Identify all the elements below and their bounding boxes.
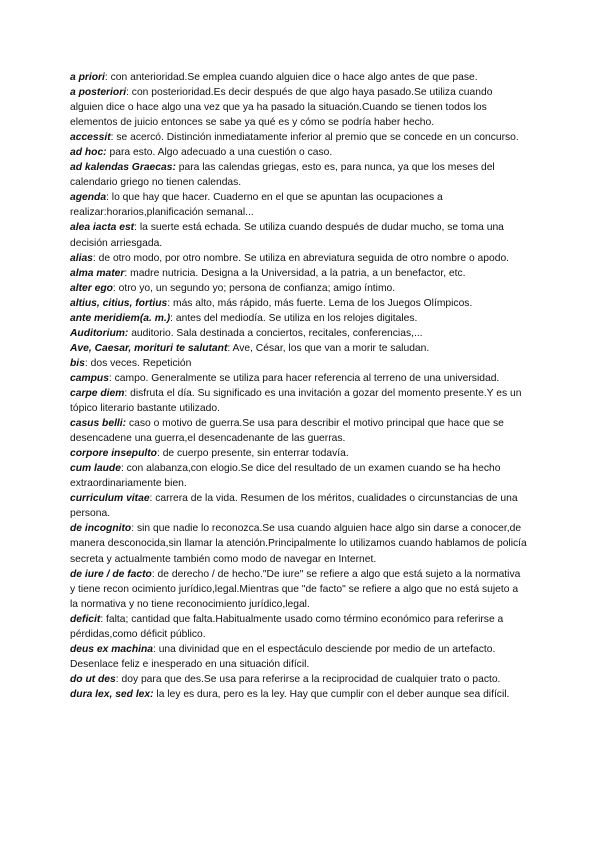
- entry-term: Auditorium:: [70, 327, 129, 339]
- entry-term: alter ego: [70, 282, 113, 294]
- glossary-entry: [70, 190, 528, 220]
- glossary-entry: [70, 371, 528, 386]
- entry-term: campus: [70, 372, 109, 384]
- entry-definition: : otro yo, un segundo yo; persona de confianza; amigo íntimo.: [112, 282, 396, 294]
- entry-definition: : lo que hay que hacer. Cuaderno en el que se apuntan las ocupaciones a realizar:horarios,planificación semanal...: [70, 192, 443, 219]
- entry-term: alias: [70, 252, 93, 264]
- glossary-entry: [70, 70, 528, 85]
- entry-term: dura lex, sed lex:: [70, 688, 154, 700]
- entry-term: ad kalendas Graecas:: [70, 162, 176, 174]
- entry-definition: la ley es dura, pero es la ley. Hay que cumplir con el deber aunque sea difícil.: [153, 688, 510, 700]
- entry-definition: : doy para que des.Se usa para referirse a la reciprocidad de cualquier trato o pacto.: [115, 673, 501, 685]
- entry-definition: : la suerte está echada. Se utiliza cuando después de dudar mucho, se toma una decisión arriesgada.: [70, 222, 504, 249]
- glossary-entry: [70, 85, 528, 130]
- entry-term: bis: [70, 357, 85, 369]
- entry-term: do ut des: [70, 673, 116, 685]
- glossary-entry: [70, 251, 528, 266]
- entry-term: alea iacta est: [70, 222, 135, 234]
- entry-definition: : antes del mediodía. Se utiliza en los relojes digitales.: [170, 312, 418, 324]
- glossary-entry: [70, 160, 528, 190]
- entry-definition: : con posterioridad.Es decir después de que algo haya pasado.Se utiliza cuando alguien dice o hace algo una vez que ya ha pasado la situación.Cuando se tienen todos los elementos de juicio entonces se sabe ya qué es y cómo se podría haber hecho.: [70, 87, 493, 129]
- entry-term: accessit: [70, 132, 111, 144]
- entry-definition: : de cuerpo presente, sin enterrar todavía.: [156, 448, 349, 460]
- glossary-entry: [70, 416, 528, 446]
- entry-term: carpe diem: [70, 387, 125, 399]
- entry-definition: : Ave, César, los que van a morir te saludan.: [227, 342, 430, 354]
- glossary-entry: [70, 567, 528, 612]
- glossary-entry: [70, 521, 528, 566]
- glossary-entry: [70, 145, 528, 160]
- glossary-entry: [70, 386, 528, 416]
- glossary-entry: [70, 687, 528, 702]
- entry-term: agenda: [70, 192, 107, 204]
- entry-term: de iure / de facto: [70, 568, 152, 580]
- entry-definition: para esto. Algo adecuado a una cuestión o caso.: [106, 147, 333, 159]
- glossary-entry: [70, 672, 528, 687]
- entry-definition: : de otro modo, por otro nombre. Se utiliza en abreviatura seguida de otro nombre o apodo.: [92, 252, 510, 264]
- entry-definition: auditorio. Sala destinada a conciertos, recitales, conferencias,...: [128, 327, 423, 339]
- entry-definition: caso o motivo de guerra.Se usa para describir el motivo principal que hace que se desencadene una guerra,el desencadenante de las guerras.: [70, 418, 504, 445]
- glossary-entry: [70, 266, 528, 281]
- entry-definition: para las calendas griegas, esto es, para nunca, ya que los meses del calendario griego no tienen calendas.: [70, 162, 495, 189]
- entry-term: de incognito: [70, 523, 132, 535]
- entry-definition: : madre nutricia. Designa a la Universidad, a la patria, a un benefactor, etc.: [124, 267, 466, 279]
- entry-term: a priori: [70, 72, 105, 83]
- glossary-entry: [70, 130, 528, 145]
- glossary-entry: [70, 461, 528, 491]
- entry-definition: : sin que nadie lo reconozca.Se usa cuando alguien hace algo sin darse a conocer,de manera desconocida,sin llamar la atención.Principalmente lo utilizamos cuando hablamos de policía secreta y actualmente también como modo de navegar en Internet.: [70, 523, 527, 565]
- glossary-entry: [70, 612, 528, 642]
- entry-term: cum laude: [70, 463, 121, 475]
- entry-term: deus ex machina: [70, 643, 153, 655]
- glossary-entry: [70, 311, 528, 326]
- entry-term: ad hoc:: [70, 147, 107, 159]
- glossary-entry: [70, 446, 528, 461]
- glossary-entry: [70, 296, 528, 311]
- entry-definition: : una divinidad que en el espectáculo desciende por medio de un artefacto. Desenlace feliz e inesperado en una situación difícil.: [70, 643, 496, 670]
- entry-definition: : dos veces. Repetición: [84, 357, 192, 369]
- entry-term: altius, citius, fortius: [70, 297, 168, 309]
- entry-term: alma mater: [70, 267, 125, 279]
- entry-definition: : con anterioridad.Se emplea cuando alguien dice o hace algo antes de que pase.: [104, 72, 478, 83]
- entry-definition: : se acercó. Distinción inmediatamente inferior al premio que se concede en un concurso.: [110, 132, 519, 144]
- entry-term: corpore insepulto: [70, 448, 157, 460]
- entry-term: Ave, Caesar, morituri te salutant: [70, 342, 228, 354]
- entry-definition: : de derecho / de hecho."De iure" se refiere a algo que está sujeto a la normativa y tiene recon ocimiento jurídico,legal.Mientras que "de facto" se refiere a algo que no está sujeto a la normativa y no tiene reconocimiento jurídico,legal.: [70, 568, 521, 610]
- glossary-entry: [70, 281, 528, 296]
- entry-term: a posteriori: [70, 87, 127, 99]
- glossary-entry: [70, 326, 528, 341]
- entry-term: casus belli:: [70, 418, 127, 430]
- entry-term: deficit: [70, 613, 101, 625]
- entry-definition: : con alabanza,con elogio.Se dice del resultado de un examen cuando se ha hecho extraordinariamente bien.: [70, 463, 501, 490]
- entry-definition: : falta; cantidad que falta.Habitualmente usado como término económico para referirse a pérdidas,como déficit público.: [70, 613, 504, 640]
- glossary-entry: [70, 341, 528, 356]
- entry-definition: : carrera de la vida. Resumen de los méritos, cualidades o circunstancias de una persona.: [70, 493, 518, 520]
- entry-definition: : disfruta el día. Su significado es una invitación a gozar del momento presente.Y es un tópico literario bastante utilizado.: [70, 387, 522, 415]
- entry-term: ante meridiem(a. m.): [70, 312, 171, 324]
- entry-term: curriculum vitae: [70, 493, 150, 505]
- entry-definition: : más alto, más rápido, más fuerte. Lema de los Juegos Olímpicos.: [167, 297, 473, 309]
- glossary-entry: [70, 220, 528, 250]
- glossary-page: [70, 70, 528, 702]
- glossary-entry: [70, 356, 528, 371]
- glossary-entry: [70, 491, 528, 521]
- glossary-entry: [70, 642, 528, 672]
- entry-definition: : campo. Generalmente se utiliza para hacer referencia al terreno de una universidad.: [108, 372, 500, 384]
